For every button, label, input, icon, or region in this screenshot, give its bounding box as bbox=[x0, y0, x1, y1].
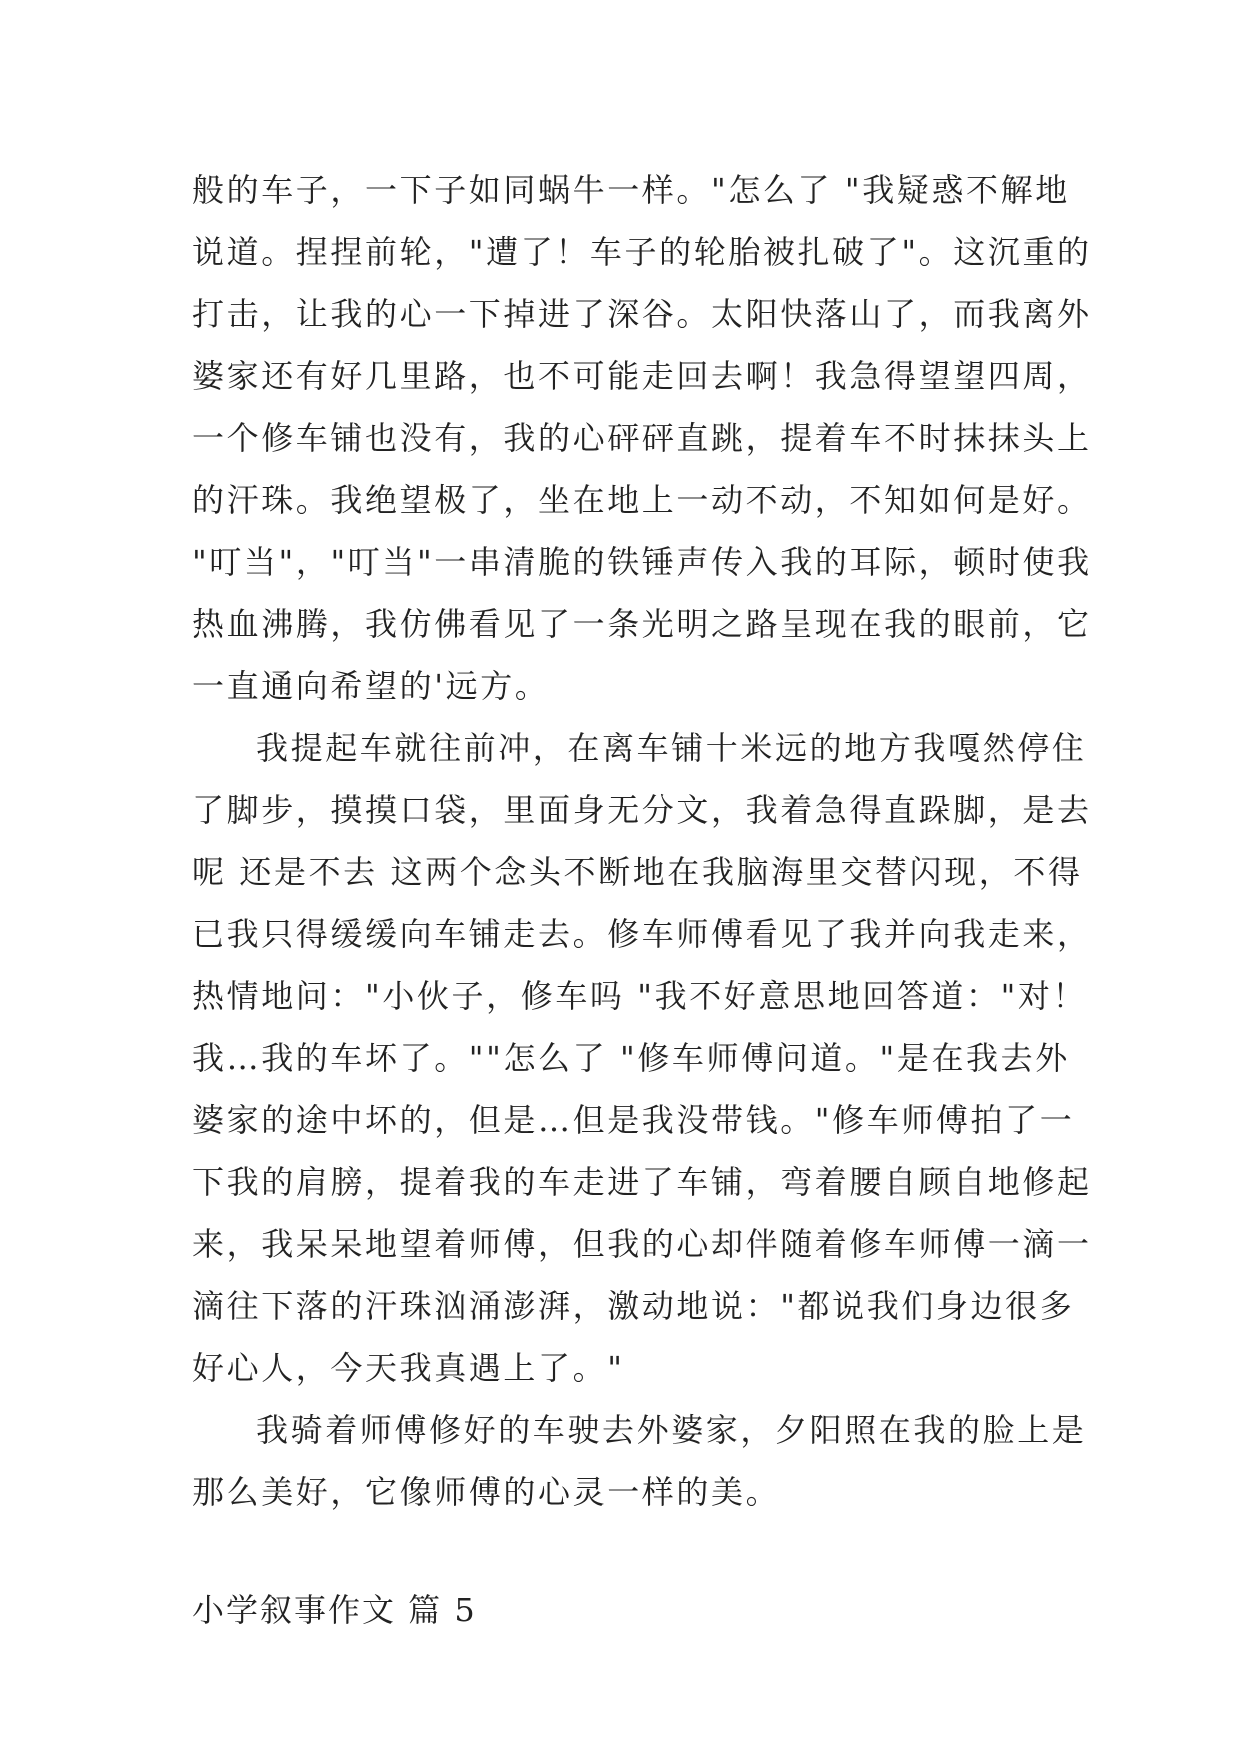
paragraph-2-line-11: 好心人，今天我真遇上了。" bbox=[192, 1349, 625, 1387]
paragraph-2-line-3: 呢 还是不去 这两个念头不断地在我脑海里交替闪现，不得 bbox=[192, 853, 1083, 891]
paragraph-2-line-10: 滴往下落的汗珠汹涌澎湃，激动地说："都说我们身边很多 bbox=[192, 1287, 1075, 1325]
paragraph-1-line-1: 般的车子，一下子如同蜗牛一样。"怎么了 "我疑惑不解地 bbox=[192, 171, 1070, 209]
paragraph-2-line-4: 已我只得缓缓向车铺走去。修车师傅看见了我并向我走来， bbox=[192, 915, 1092, 953]
paragraph-2-line-8: 下我的肩膀，提着我的车走进了车铺，弯着腰自顾自地修起 bbox=[192, 1163, 1092, 1201]
paragraph-1-line-2: 说道。捏捏前轮，"遭了！车子的轮胎被扎破了"。这沉重的 bbox=[192, 233, 1092, 271]
paragraph-1-line-3: 打击，让我的心一下掉进了深谷。太阳快落山了，而我离外 bbox=[192, 295, 1092, 333]
paragraph-3-line-1: 我骑着师傅修好的车驶去外婆家，夕阳照在我的脸上是 bbox=[256, 1411, 1087, 1449]
paragraph-2-line-9: 来，我呆呆地望着师傅，但我的心却伴随着修车师傅一滴一 bbox=[192, 1225, 1092, 1263]
paragraph-2-line-1: 我提起车就往前冲，在离车铺十米远的地方我嘎然停住 bbox=[256, 729, 1087, 767]
paragraph-2-line-2: 了脚步，摸摸口袋，里面身无分文，我着急得直跺脚，是去 bbox=[192, 791, 1092, 829]
paragraph-1-line-9: 一直通向希望的'远方。 bbox=[192, 667, 550, 705]
paragraph-2-line-7: 婆家的途中坏的，但是…但是我没带钱。"修车师傅拍了一 bbox=[192, 1101, 1075, 1139]
paragraph-2-line-5: 热情地问："小伙子，修车吗 "我不好意思地回答道："对！ bbox=[192, 977, 1088, 1015]
paragraph-1-line-5: 一个修车铺也没有，我的心砰砰直跳，提着车不时抹抹头上 bbox=[192, 419, 1092, 457]
paragraph-3-line-2: 那么美好，它像师傅的心灵一样的美。 bbox=[192, 1473, 781, 1511]
paragraph-2-line-6: 我…我的车坏了。""怎么了 "修车师傅问道。"是在我去外 bbox=[192, 1039, 1070, 1077]
section-heading: 小学叙事作文 篇 5 bbox=[192, 1591, 477, 1629]
paragraph-1-line-8: 热血沸腾，我仿佛看见了一条光明之路呈现在我的眼前，它 bbox=[192, 605, 1092, 643]
paragraph-1-line-6: 的汗珠。我绝望极了，坐在地上一动不动，不知如何是好。 bbox=[192, 481, 1092, 519]
paragraph-1-line-7: "叮当"，"叮当"一串清脆的铁锤声传入我的耳际，顿时使我 bbox=[192, 543, 1092, 581]
paragraph-1-line-4: 婆家还有好几里路，也不可能走回去啊！我急得望望四周， bbox=[192, 357, 1092, 395]
